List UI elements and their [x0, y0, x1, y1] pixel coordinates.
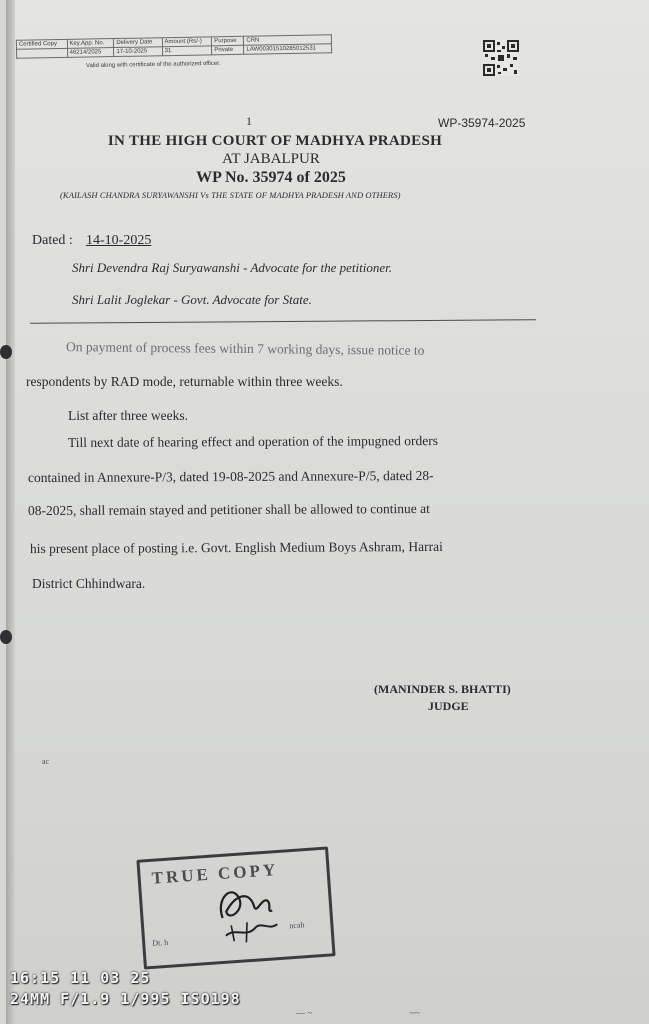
camera-timestamp: 16:15 11 03 25: [10, 969, 151, 987]
order-text-line: Till next date of hearing effect and operation of the impugned orders: [67, 433, 439, 450]
punch-hole: [0, 630, 12, 644]
punch-hole: [0, 345, 12, 359]
court-name: IN THE HIGH COURT OF MADHYA PRADESH: [107, 133, 443, 149]
bottom-mark: ~~: [410, 1008, 420, 1018]
stamp-value-cell: [17, 48, 68, 58]
stamp-header-cell: Certified Copy: [16, 39, 67, 49]
order-text-line: District Chhindwara.: [32, 576, 146, 591]
court-place: AT JABALPUR: [222, 151, 320, 167]
order-date: 14-10-2025: [86, 233, 152, 248]
true-copy-stamp: [136, 846, 335, 969]
stamp-value-cell: Private: [212, 45, 244, 55]
handwritten-signature-icon: [208, 873, 293, 948]
case-parties: (KAILASH CHANDRA SURYAWANSHI Vs THE STATE OF MADHYA PRADESH AND OTHERS): [60, 190, 401, 200]
stamp-header-cell: Amount (Rs/-): [162, 37, 212, 47]
stamp-header-cell: CRN: [244, 35, 332, 46]
state-advocate: Shri Lalit Joglekar - Govt. Advocate for State.: [72, 292, 312, 307]
stamp-right-note: ncah: [289, 920, 305, 931]
order-text-line: respondents by RAD mode, returnable within three weeks.: [26, 374, 343, 389]
order-text-line: List after three weeks.: [68, 408, 188, 423]
judge-title: JUDGE: [428, 699, 469, 713]
case-number: WP No. 35974 of 2025: [196, 169, 346, 186]
certified-copy-stamp: [16, 34, 332, 59]
true-copy-label: TRUE COPY: [151, 859, 279, 888]
case-reference: WP-35974-2025: [438, 116, 526, 130]
stamp-value-cell: 46214/2025: [67, 48, 114, 58]
stamp-value-cell: 17-10-2025: [114, 47, 162, 57]
dated-label: Dated :: [32, 233, 73, 248]
camera-settings: 24MM F/1.9 1/995 ISO198: [10, 990, 241, 1008]
order-text-line: On payment of process fees within 7 working days, issue notice to: [65, 339, 425, 358]
judge-name: (MANINDER S. BHATTI): [374, 682, 511, 696]
separator-rule: [30, 319, 536, 324]
page-number: 1: [246, 114, 252, 128]
document-page: [6, 0, 649, 1024]
order-text-line: his present place of posting i.e. Govt. English Medium Boys Ashram, Harrai: [29, 538, 443, 557]
stamp-value-cell: 31: [162, 46, 212, 56]
petitioner-advocate: Shri Devendra Raj Suryawanshi - Advocate for the petitioner.: [72, 260, 393, 275]
qr-code-icon: [483, 40, 519, 76]
bottom-mark: — ~: [296, 1008, 313, 1018]
stamp-left-note: Dt. h: [151, 937, 169, 948]
stamp-header-cell: Delivery Date: [114, 38, 162, 48]
stamp-value-cell: LAW00301510285012531: [244, 44, 332, 55]
stamp-header-cell: Purpose: [212, 36, 244, 46]
order-text-line: 08-2025, shall remain stayed and petitioner shall be allowed to continue at: [27, 500, 430, 519]
stamp-footer-note: Valid along with certificate of the authorized officer.: [85, 60, 221, 70]
order-text-line: contained in Annexure-P/3, dated 19-08-2025 and Annexure-P/5, dated 28-: [27, 467, 434, 486]
typist-initials: ac: [42, 757, 50, 766]
stamp-header-cell: Key.App. No.: [67, 39, 114, 49]
